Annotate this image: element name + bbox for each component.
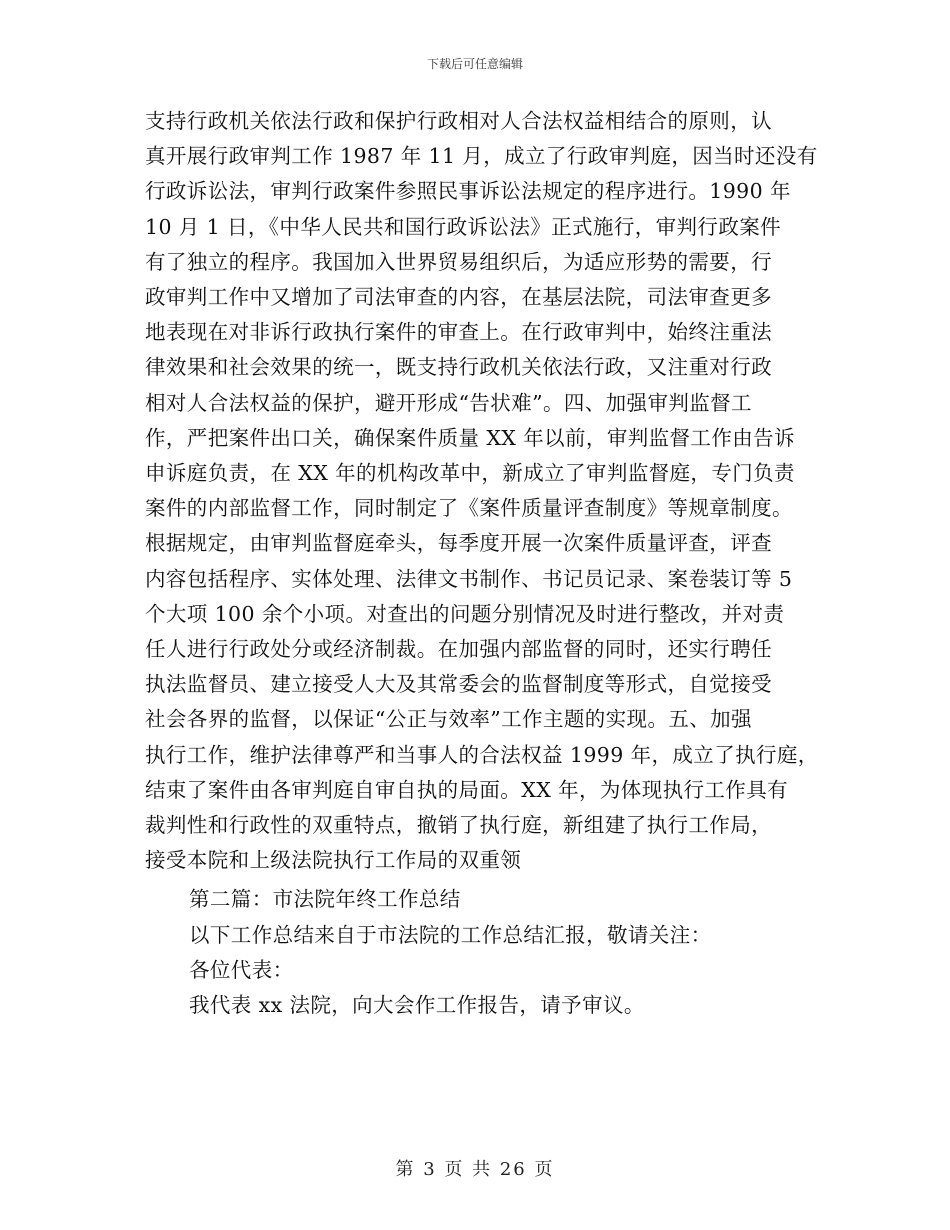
text-line: 社会各界的监督，以保证“公正与效率”工作主题的实现。五、加强 (145, 707, 752, 732)
text-line: 执行工作，维护法律尊严和当事人的合法权益 1999 年，成立了执行庭， (145, 742, 819, 767)
text-line: 任人进行行政处分或经济制裁。在加强内部监督的同时，还实行聘任 (145, 637, 772, 662)
text-line: 律效果和社会效果的统一，既支持行政机关依法行政，又注重对行政 (145, 355, 772, 380)
text-line: 案件的内部监督工作，同时制定了《案件质量评查制度》等规章制度。 (145, 496, 793, 521)
section-two (145, 882, 810, 1023)
text-line: 真开展行政审判工作 1987 年 11 月，成立了行政审判庭，因当时还没有 (145, 144, 818, 169)
text-line: 接受本院和上级法院执行工作局的双重领 (145, 848, 522, 873)
section-title: 第二篇：市法院年终工作总结 (189, 887, 461, 912)
salutation: 各位代表： (189, 957, 294, 982)
text-line: 有了独立的程序。我国加入世界贸易组织后，为适应形势的需要，行 (145, 249, 772, 274)
text-line: 个大项 100 余个小项。对查出的问题分别情况及时进行整改，并对责 (145, 601, 785, 626)
text-line: 相对人合法权益的保护，避开形成“告状难”。四、加强审判监督工 (145, 390, 752, 415)
text-line: 行政诉讼法，审判行政案件参照民事诉讼法规定的程序进行。1990 年 (145, 179, 791, 204)
text-line: 结束了案件由各审判庭自审自执的局面。XX 年，为体现执行工作具有 (145, 777, 789, 802)
text-line: 裁判性和行政性的双重特点，撤销了执行庭，新组建了执行工作局， (145, 813, 772, 838)
text-line: 支持行政机关依法行政和保护行政相对人合法权益相结合的原则，认 (145, 109, 772, 133)
text-line: 内容包括程序、实体处理、法律文书制作、书记员记录、案卷装订等 5 (145, 566, 793, 591)
text-line: 执法监督员、建立接受人大及其常委会的监督制度等形式，自觉接受 (145, 672, 772, 697)
intro-line: 以下工作总结来自于市法院的工作总结汇报，敬请关注： (189, 922, 712, 947)
page-header: 下载后可任意编辑 (426, 57, 523, 71)
body-paragraph (145, 104, 819, 878)
text-line: 作，严把案件出口关，确保案件质量 XX 年以前，审判监督工作由告诉 (145, 425, 795, 450)
text-line: 申诉庭负责，在 XX 年的机构改革中，新成立了审判监督庭，专门负责 (145, 461, 795, 486)
text-line: 地表现在对非诉行政执行案件的审查上。在行政审判中，始终注重法 (145, 320, 772, 345)
text-line: 政审判工作中又增加了司法审查的内容，在基层法院，司法审查更多 (145, 285, 772, 310)
text-line: 根据规定，由审判监督庭牵头，每季度开展一次案件质量评查，评查 (145, 531, 772, 556)
opening-line: 我代表 xx 法院，向大会作工作报告，请予审议。 (189, 993, 645, 1018)
document-body (145, 104, 819, 1023)
text-line: 10 月 1 日，《中华人民共和国行政诉讼法》正式施行，审判行政案件 (145, 214, 782, 239)
page-number-footer: 第 3 页 共 26 页 (395, 1159, 555, 1180)
